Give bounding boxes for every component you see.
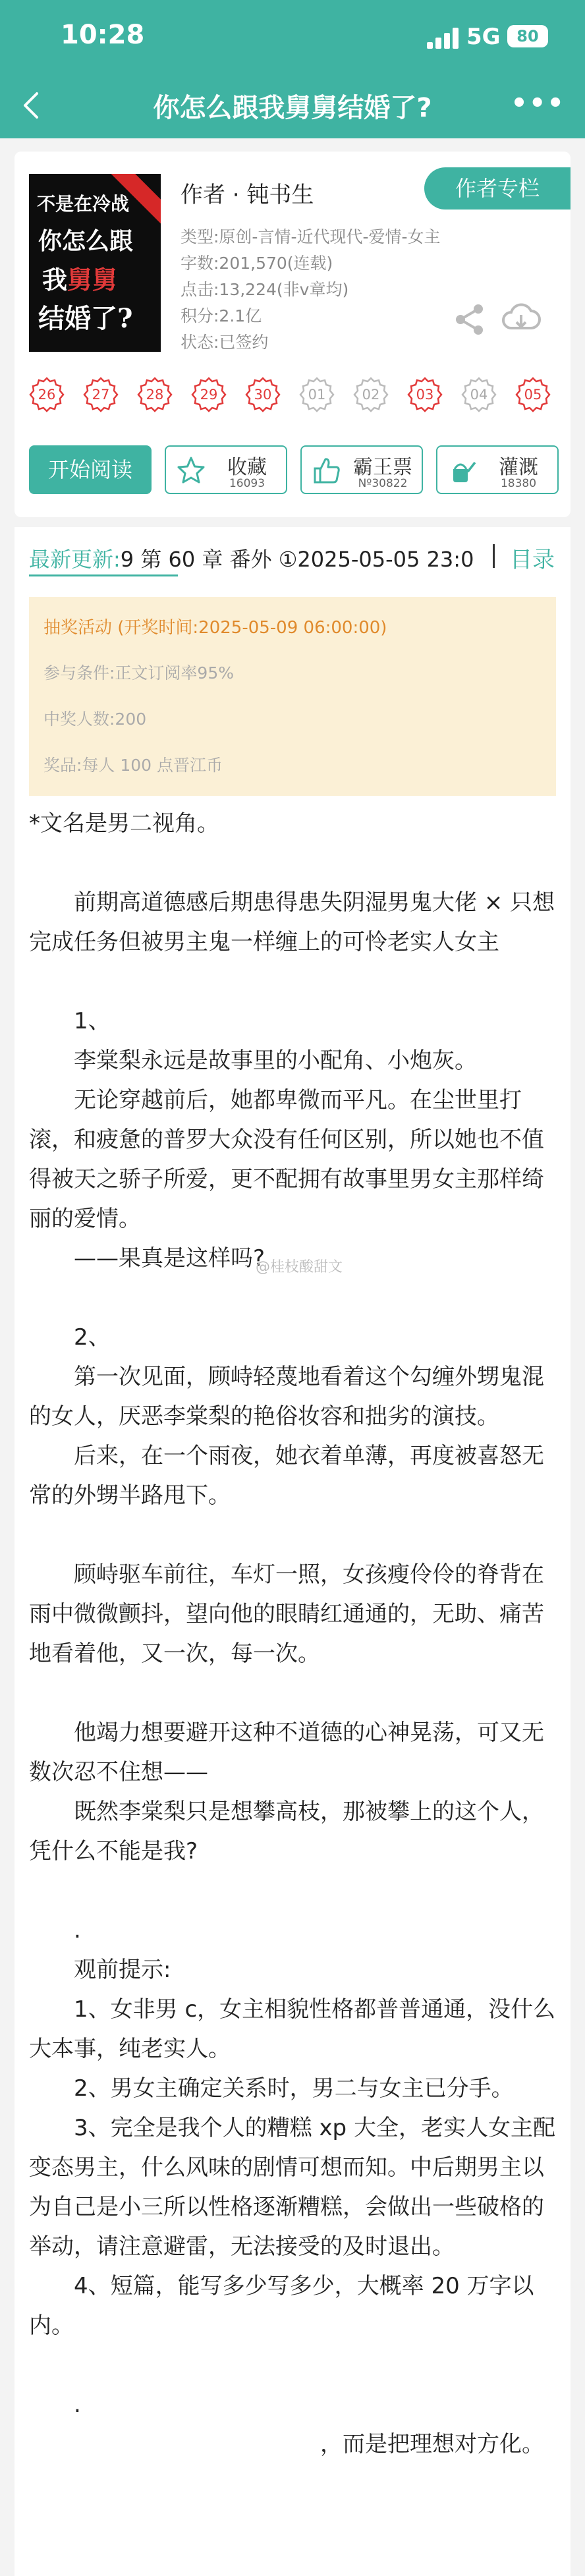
intro-paragraph: 无论穿越前后，她都卑微而平凡。在尘世里打滚，和疲惫的普罗大众没有任何区别，所以她也不值得被天之骄子所爱，更不配拥有故事里男女主那样绮丽的爱情。 <box>29 1087 544 1232</box>
chapter-badges <box>28 376 561 422</box>
book-status: 状态:已签约 <box>181 333 269 352</box>
intro-paragraph <box>29 1673 556 1713</box>
intro-paragraph: ——果真是这样吗? <box>29 1245 265 1272</box>
start-reading-button[interactable]: 开始阅读 <box>29 445 152 494</box>
intro-paragraph: . <box>29 2392 81 2418</box>
book-clicks: 点击:13,224(非v章均) <box>181 280 349 299</box>
chapter-badge[interactable]: 05 <box>514 376 552 414</box>
cover-title-line2: 你怎么跟 <box>38 227 134 255</box>
nav-bar <box>0 72 585 138</box>
irrigate-button[interactable] <box>436 445 559 494</box>
more-menu-icon[interactable]: ••• <box>511 88 565 119</box>
book-word-count: 字数:201,570(连载) <box>181 254 333 273</box>
book-cover[interactable] <box>29 174 161 352</box>
lottery-box[interactable] <box>29 597 556 796</box>
intro-paragraph <box>29 1278 556 1318</box>
cover-title-line4: 结婚了? <box>38 303 133 334</box>
network-type: 5G <box>466 24 501 50</box>
chapter-badge[interactable]: 30 <box>244 376 282 414</box>
intro-paragraph: 3、完全是我个人的糟糕 xp 大全，老实人女主配变态男主，什么风味的剧情可想而知。中后期男主以为自己是小三所以性格逐渐糟糕，会做出一些破格的举动，请注意避雷，无法接受的及时退出。 <box>29 2115 555 2260</box>
battery-icon: 80 <box>507 25 548 47</box>
status-bar <box>0 0 585 72</box>
intro-paragraph: 第一次见面，顾峙轻蔑地看着这个勾缠外甥鬼混的女人，厌恶李棠梨的艳俗妆容和拙劣的演技。 <box>29 1364 544 1430</box>
intro-paragraph: ，而是把理想对方化。 <box>29 2431 544 2457</box>
intro-paragraph: *文名是男二视角。 <box>29 810 219 837</box>
intro-paragraph: 前期高道德感后期患得患失阴湿男鬼大佬 × 只想完成任务但被男主鬼一样缠上的可怜老实人女主 <box>29 889 555 955</box>
status-time: 10:28 <box>61 20 145 50</box>
irrigate-label: 灌溉 <box>499 456 538 479</box>
signal-icon <box>427 28 461 49</box>
book-score: 积分:2.1亿 <box>181 306 262 325</box>
lottery-prize: 奖品:每人 100 点晋江币 <box>43 756 223 775</box>
book-info-card <box>14 152 571 517</box>
favorite-label: 收藏 <box>227 456 267 479</box>
cover-title-line1: 不是在冷战 <box>37 193 130 215</box>
table-of-contents-link[interactable]: 目录 <box>510 547 555 573</box>
intro-paragraph: 李棠梨永远是故事里的小配角、小炮灰。 <box>29 1048 477 1074</box>
intro-paragraph <box>29 1871 556 1911</box>
author-column-button[interactable]: 作者专栏 <box>424 167 571 210</box>
lottery-title: 抽奖活动 (开奖时间:2025-05-09 06:00:00) <box>43 618 387 638</box>
irrigate-count: 18380 <box>500 477 537 490</box>
chapter-badge[interactable]: 29 <box>190 376 228 414</box>
chapter-badge[interactable]: 01 <box>298 376 336 414</box>
intro-paragraph: 顾峙驱车前往，车灯一照，女孩瘦伶伶的脊背在雨中微微颤抖，望向他的眼睛红通通的，无助、痛苦地看着他，又一次，每一次。 <box>29 1561 544 1667</box>
watering-can-icon <box>448 456 477 485</box>
lottery-condition: 参与条件:正文订阅率95% <box>43 663 234 683</box>
download-cloud-icon[interactable] <box>501 298 542 339</box>
thumbs-up-icon <box>312 456 341 485</box>
intro-paragraph: 观前提示: <box>29 1957 171 1983</box>
book-genre: 类型:原创-言情-近代现代-爱情-女主 <box>181 227 441 246</box>
author-name[interactable]: 作者 · 钝书生 <box>181 182 314 208</box>
vote-ticket-label: 霸王票 <box>353 456 412 479</box>
intro-paragraph <box>29 2345 556 2385</box>
watermark: @桂枝酸甜文 <box>256 1259 343 1275</box>
chapter-badge[interactable]: 26 <box>28 376 66 414</box>
favorite-button[interactable] <box>165 445 287 494</box>
star-icon <box>177 456 206 485</box>
latest-update[interactable]: 最新更新:9 第 60 章 番外 ①2025-05-05 23:0 <box>29 547 474 572</box>
intro-paragraph: 后来，在一个雨夜，她衣着单薄，再度被喜怒无常的外甥半路甩下。 <box>29 1443 544 1509</box>
latest-update-underline <box>29 574 178 576</box>
chapter-badge[interactable]: 27 <box>82 376 120 414</box>
chapter-badge[interactable]: 03 <box>406 376 444 414</box>
intro-paragraph: 2、 <box>29 1324 111 1351</box>
lottery-winners: 中奖人数:200 <box>43 710 147 729</box>
book-intro-section <box>14 527 571 2576</box>
intro-paragraph <box>29 1515 556 1555</box>
page-title: 你怎么跟我舅舅结婚了? <box>153 93 432 123</box>
vote-ticket-count: Nº30822 <box>358 477 408 490</box>
chapter-badge[interactable]: 02 <box>352 376 390 414</box>
divider <box>493 544 495 568</box>
intro-text <box>29 804 556 2464</box>
intro-paragraph: 4、短篇，能写多少写多少，大概率 20 万字以内。 <box>29 2273 534 2339</box>
share-icon[interactable] <box>452 302 488 337</box>
intro-paragraph: 1、女非男 c，女主相貌性格都普普通通，没什么大本事，纯老实人。 <box>29 1996 556 2062</box>
intro-paragraph: . <box>29 1917 81 1944</box>
chapter-badge[interactable]: 28 <box>136 376 174 414</box>
cover-title-line3: 我舅舅 <box>42 265 118 294</box>
intro-paragraph: 既然李棠梨只是想攀高枝，那被攀上的这个人，凭什么不能是我? <box>29 1799 544 1864</box>
intro-paragraph: 1、 <box>29 1008 111 1034</box>
vote-ticket-button[interactable] <box>300 445 423 494</box>
intro-paragraph <box>29 962 556 1001</box>
favorite-count: 16093 <box>229 477 265 490</box>
intro-paragraph: 2、男女主确定关系时，男二与女主已分手。 <box>29 2075 514 2102</box>
intro-paragraph: 他竭力想要避开这种不道德的心神晃荡，可又无数次忍不住想—— <box>29 1720 544 1785</box>
chapter-badge[interactable]: 04 <box>460 376 498 414</box>
intro-paragraph <box>29 843 556 883</box>
